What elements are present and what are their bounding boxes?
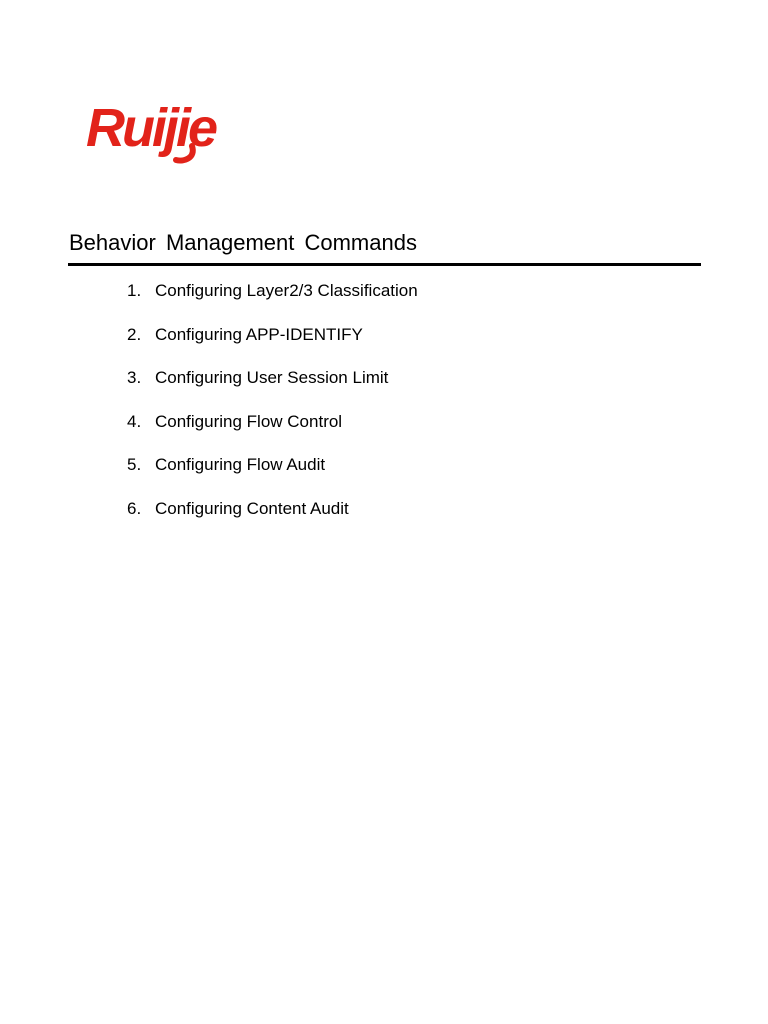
toc-item[interactable] <box>127 324 418 368</box>
toc-item-label[interactable]: Configuring Layer2/3 Classification <box>155 281 418 300</box>
toc-item-label[interactable]: Configuring User Session Limit <box>155 368 389 388</box>
page-title: Behavior Management Commands <box>69 230 417 255</box>
toc-item[interactable] <box>127 411 418 455</box>
table-of-contents <box>127 280 418 542</box>
toc-item-label[interactable]: Configuring APP-IDENTIFY <box>155 324 363 344</box>
toc-item-number: 2. <box>127 324 142 344</box>
toc-item[interactable] <box>127 454 418 498</box>
toc-item-label[interactable]: Configuring Content Audit <box>155 498 349 518</box>
title-underline-divider <box>68 263 701 266</box>
ruijie-logo-wordmark: Ruijie <box>86 98 216 158</box>
toc-item-number: 3. <box>127 368 142 388</box>
toc-item-number: 4. <box>127 411 142 431</box>
toc-item[interactable] <box>127 280 418 324</box>
ruijie-logo-mark <box>84 96 294 166</box>
toc-item-label[interactable]: Configuring Flow Control <box>155 411 343 431</box>
toc-item-label[interactable]: Configuring Flow Audit <box>155 455 326 475</box>
toc-item-number: 6. <box>127 498 142 518</box>
toc-item[interactable] <box>127 367 418 411</box>
toc-item-number: 1. <box>127 281 142 300</box>
toc-item[interactable] <box>127 498 418 542</box>
ruijie-logo <box>84 96 294 166</box>
toc-item-number: 5. <box>127 455 142 475</box>
